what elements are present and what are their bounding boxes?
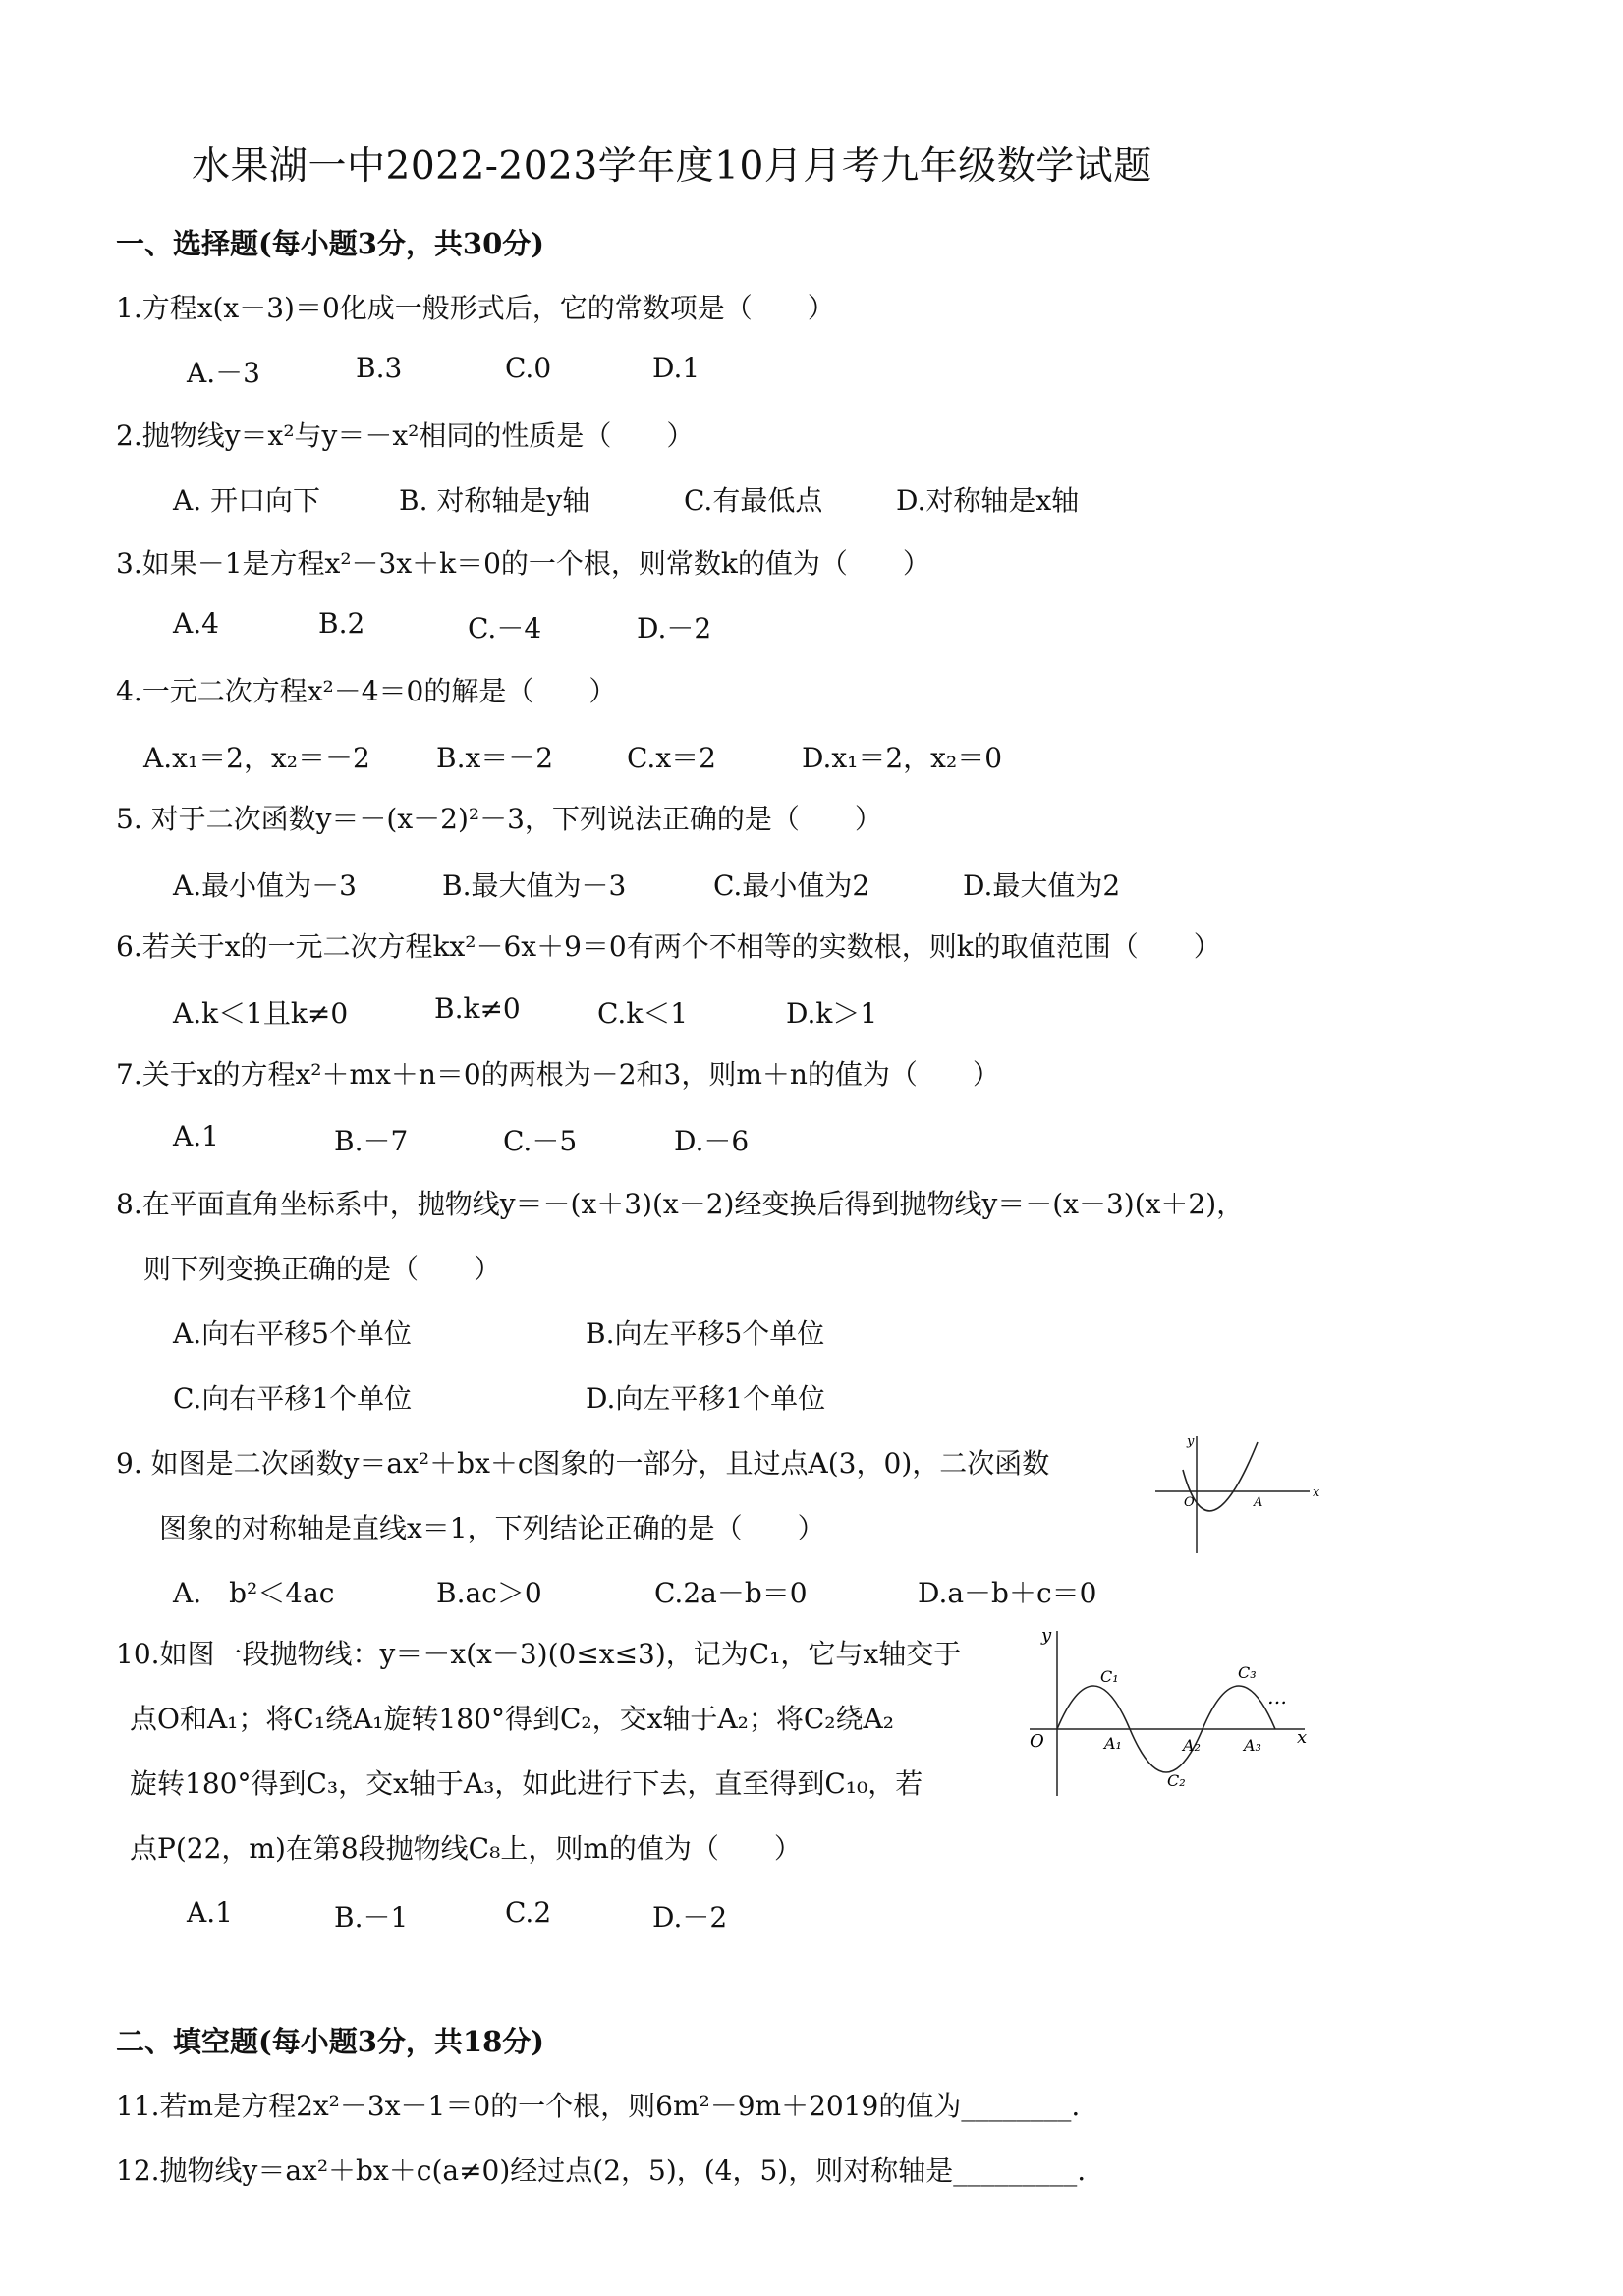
q4-option-d: D.x₁＝2，x₂＝0 <box>802 742 1003 774</box>
q7-option-d: D.－6 <box>674 1125 750 1157</box>
q7-option-a: A.1 <box>173 1120 219 1152</box>
q6-option-c: C.k＜1 <box>597 997 689 1030</box>
q6-option-d: D.k＞1 <box>786 997 878 1030</box>
q10-curve-c1 <box>1057 1686 1130 1729</box>
q9-point-a-label: A <box>1254 1495 1263 1510</box>
q9-option-b: B.ac＞0 <box>436 1577 542 1609</box>
section-fill-heading: 二、填空题(每小题3分，共18分) <box>116 2025 544 2058</box>
question-10-line-4: 点P(22，m)在第8段抛物线C₈上，则m的值为（ ） <box>130 1832 802 1865</box>
exam-title: 水果湖一中2022-2023学年度10月月考九年级数学试题 <box>192 144 1152 189</box>
q9-option-c: C.2a－b＝0 <box>654 1577 808 1609</box>
q1-option-b: B.3 <box>356 352 403 384</box>
q10-option-b: B.－1 <box>334 1901 409 1933</box>
q3-option-c: C.－4 <box>468 612 542 644</box>
q10-curve-c3 <box>1203 1686 1275 1729</box>
question-1: 1.方程x(x－3)＝0化成一般形式后，它的常数项是（ ） <box>116 292 835 324</box>
q5-option-c: C.最小值为2 <box>713 869 870 902</box>
q7-option-b: B.－7 <box>334 1125 409 1157</box>
q4-option-b: B.x＝－2 <box>436 742 554 774</box>
q6-option-b: B.k≠0 <box>434 992 521 1025</box>
q6-option-a: A.k＜1且k≠0 <box>173 997 349 1030</box>
q1-option-c: C.0 <box>505 352 552 384</box>
q9-origin-label: O <box>1184 1495 1195 1510</box>
q10-c2-label: C₂ <box>1167 1771 1186 1790</box>
q9-x-label: x <box>1313 1485 1320 1500</box>
q5-option-d: D.最大值为2 <box>963 869 1121 902</box>
q9-option-d: D.a－b＋c＝0 <box>918 1577 1097 1609</box>
question-10: 10.如图一段抛物线：y＝－x(x－3)(0≤x≤3)，记为C₁，它与x轴交于 <box>116 1638 962 1670</box>
q10-x-label: x <box>1297 1727 1308 1748</box>
q4-option-a: A.x₁＝2，x₂＝－2 <box>143 742 370 774</box>
q8-option-c: C.向右平移1个单位 <box>173 1382 413 1415</box>
q10-parabola-chain-figure <box>1020 1621 1316 1808</box>
q10-a2-label: A₂ <box>1183 1736 1201 1755</box>
q3-option-a: A.4 <box>173 607 219 640</box>
q3-option-b: B.2 <box>318 607 365 640</box>
question-3: 3.如果－1是方程x²－3x＋k＝0的一个根，则常数k的值为（ ） <box>116 547 930 580</box>
q2-option-c: C.有最低点 <box>684 484 823 517</box>
q10-a3-label: A₃ <box>1244 1736 1261 1755</box>
q8-option-a: A.向右平移5个单位 <box>173 1317 412 1350</box>
question-8: 8.在平面直角坐标系中，抛物线y＝－(x＋3)(x－2)经变换后得到抛物线y＝－(x－3)(x＋2)， <box>116 1188 1245 1220</box>
q9-parabola-figure <box>1147 1430 1324 1558</box>
section-choice-heading: 一、选择题(每小题3分，共30分) <box>116 227 544 260</box>
question-7: 7.关于x的方程x²＋mx＋n＝0的两根为－2和3，则m＋n的值为（ ） <box>116 1058 1000 1091</box>
q10-c3-label: C₃ <box>1238 1663 1257 1682</box>
q10-option-d: D.－2 <box>652 1901 728 1933</box>
q10-a1-label: A₁ <box>1104 1734 1122 1753</box>
q8-option-d: D.向左平移1个单位 <box>586 1382 826 1415</box>
q1-option-a: A.－3 <box>187 357 260 389</box>
question-10-line-3: 旋转180°得到C₃，交x轴于A₃，如此进行下去，直至得到C₁₀，若 <box>130 1767 923 1800</box>
question-9-continued: 图象的对称轴是直线x＝1，下列结论正确的是（ ） <box>159 1512 825 1544</box>
q8-option-b: B.向左平移5个单位 <box>586 1317 825 1350</box>
q10-y-label: y <box>1041 1625 1052 1646</box>
q2-option-a: A. 开口向下 <box>173 484 321 517</box>
q7-option-c: C.－5 <box>503 1125 578 1157</box>
question-9: 9. 如图是二次函数y＝ax²＋bx＋c图象的一部分，且过点A(3，0)，二次函数 <box>116 1447 1050 1480</box>
q2-option-d: D.对称轴是x轴 <box>896 484 1080 517</box>
q1-option-d: D.1 <box>652 352 700 384</box>
q4-option-c: C.x＝2 <box>627 742 716 774</box>
q10-option-c: C.2 <box>505 1896 552 1929</box>
q10-option-a: A.1 <box>187 1896 233 1929</box>
question-5: 5. 对于二次函数y＝－(x－2)²－3，下列说法正确的是（ ） <box>116 803 882 835</box>
question-10-line-2: 点O和A₁；将C₁绕A₁旋转180°得到C₂，交x轴于A₂；将C₂绕A₂ <box>130 1703 894 1735</box>
q2-option-b: B. 对称轴是y轴 <box>399 484 590 517</box>
question-2: 2.抛物线y＝x²与y＝－x²相同的性质是（ ） <box>116 420 695 452</box>
q9-y-label: y <box>1187 1434 1195 1449</box>
q5-option-b: B.最大值为－3 <box>442 869 627 902</box>
question-12: 12.抛物线y＝ax²＋bx＋c(a≠0)经过点(2，5)，(4，5)，则对称轴是_________. <box>116 2155 1087 2187</box>
q9-option-a: A. b²＜4ac <box>173 1577 335 1609</box>
question-4: 4.一元二次方程x²－4＝0的解是（ ） <box>116 675 617 707</box>
question-6: 6.若关于x的一元二次方程kx²－6x＋9＝0有两个不相等的实数根，则k的取值范围（ ） <box>116 930 1221 963</box>
q5-option-a: A.最小值为－3 <box>173 869 357 902</box>
question-11: 11.若m是方程2x²－3x－1＝0的一个根，则6m²－9m＋2019的值为________. <box>116 2090 1081 2122</box>
question-8-continued: 则下列变换正确的是（ ） <box>143 1253 502 1285</box>
q10-origin-label: O <box>1030 1731 1044 1752</box>
q10-ellipsis: … <box>1267 1685 1287 1708</box>
q3-option-d: D.－2 <box>637 612 712 644</box>
q10-c1-label: C₁ <box>1100 1667 1119 1686</box>
